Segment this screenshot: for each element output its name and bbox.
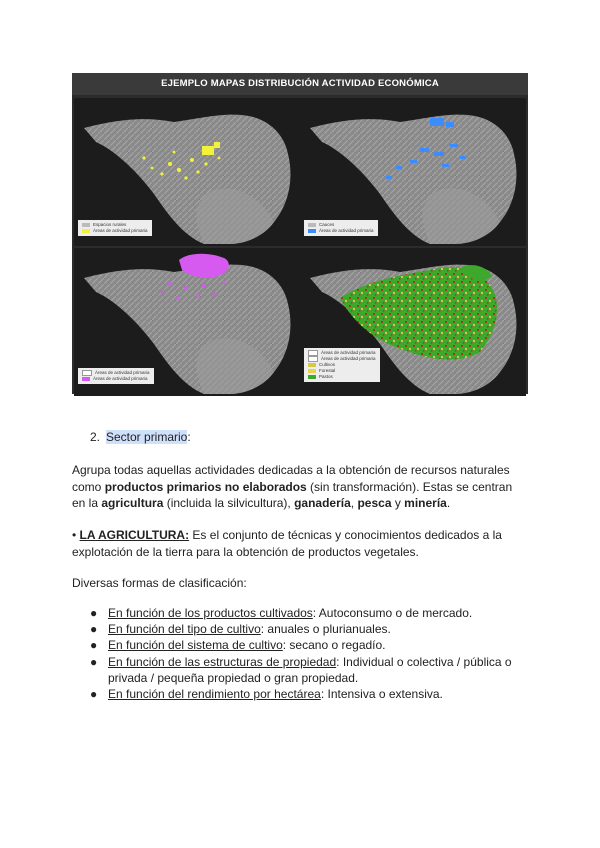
legend-swatch: [82, 370, 92, 376]
list-item-text: : Intensiva o extensiva.: [320, 687, 443, 702]
intro-bold: agricultura: [101, 496, 164, 510]
legend-label: Espacios rurales: [93, 222, 127, 227]
legend-swatch: [308, 369, 316, 373]
list-item-text: : Individual o colectiva / pública o privada / pequeña propiedad o gran propiedad.: [108, 654, 512, 685]
intro-text: y: [391, 496, 405, 510]
classification-list: [72, 605, 528, 702]
map-panel-blue: [300, 98, 526, 246]
legend-swatch: [308, 229, 316, 233]
section-number: 2.: [90, 430, 101, 444]
agri-text: Es el conjunto de técnicas y conocimientos dedicados a la explotación de la tierra para la obtención de productos vegetales.: [72, 528, 502, 559]
agri-bullet: •: [72, 528, 80, 542]
map-legend-green: [304, 348, 380, 382]
intro-text: (incluida la silvicultura),: [163, 496, 295, 510]
intro-bold: ganadería: [294, 496, 351, 510]
economic-activity-maps-figure: [72, 73, 528, 394]
agri-title: LA AGRICULTURA:: [79, 528, 190, 542]
legend-label: Áreas de actividad primaria: [321, 356, 376, 361]
legend-swatch: [308, 223, 316, 227]
agriculture-paragraph: [72, 527, 528, 560]
bullet-dot: ●: [90, 606, 98, 620]
legend-label: Áreas de actividad primaria: [321, 350, 376, 355]
bullet-dot: ●: [90, 687, 98, 702]
list-item-link[interactable]: En función del sistema de cultivo: [108, 638, 283, 653]
section-colon: :: [187, 430, 191, 444]
bullet-dot: ●: [90, 622, 98, 637]
legend-swatch: [308, 363, 316, 367]
map-legend-magenta: [78, 368, 154, 384]
list-item: [72, 621, 528, 637]
list-item-link[interactable]: En función del rendimiento por hectárea: [108, 687, 321, 702]
list-item-text: : anuales o plurianuales.: [260, 622, 391, 637]
intro-text: ,: [350, 496, 358, 510]
bullet-dot: ●: [90, 638, 98, 653]
intro-text: Agrupa todas aquellas actividades dedicadas a la obtención de recursos naturales como: [72, 463, 510, 494]
figure-title: EJEMPLO MAPAS DISTRIBUCIÓN ACTIVIDAD ECONÓMICA: [72, 73, 528, 95]
legend-label: Áreas de actividad primaria: [93, 228, 148, 233]
legend-swatch: [82, 377, 90, 381]
bullet-dot: ●: [90, 654, 98, 669]
legend-swatch: [82, 229, 90, 233]
intro-bold: pesca: [357, 496, 392, 510]
legend-swatch: [308, 356, 318, 362]
list-item-link[interactable]: En función de las estructuras de propiedad: [108, 654, 337, 669]
intro-bold: productos primarios no elaborados: [104, 479, 307, 494]
list-item-link[interactable]: En función de los productos cultivados: [108, 606, 313, 620]
section-title: Sector primario: [106, 430, 188, 444]
intro-bold: minería: [404, 496, 447, 510]
legend-label: Áreas de actividad primaria: [93, 376, 148, 381]
legend-swatch: [308, 375, 316, 379]
map-panel-yellow: [74, 98, 300, 246]
classification-intro: Diversas formas de clasificación:: [72, 576, 247, 590]
map-legend-yellow: [78, 220, 152, 236]
list-item-link[interactable]: En función del tipo de cultivo: [108, 622, 261, 637]
intro-text: (sin transformación). Estas se centran en la: [72, 479, 513, 510]
list-item: [72, 654, 528, 686]
list-item-text: : Autoconsumo o de mercado.: [312, 606, 473, 620]
legend-swatch: [82, 223, 90, 227]
legend-label: Cauces: [319, 222, 335, 227]
intro-paragraph: [72, 462, 528, 512]
list-item: [72, 605, 528, 621]
intro-text: .: [446, 496, 451, 510]
map-legend-blue: [304, 220, 378, 236]
list-item: [72, 686, 528, 702]
map-panel-green: [300, 248, 526, 396]
legend-label: Áreas de actividad primaria: [95, 370, 150, 375]
section-heading: [90, 430, 191, 444]
map-panel-magenta: [74, 248, 300, 396]
legend-label: Forestal: [319, 368, 336, 373]
legend-label: Cultivos: [319, 362, 336, 367]
legend-label: Áreas de actividad primaria: [319, 228, 374, 233]
list-item-text: : secano o regadío.: [282, 638, 386, 653]
legend-label: Pastos: [319, 374, 333, 379]
list-item: [72, 637, 528, 653]
